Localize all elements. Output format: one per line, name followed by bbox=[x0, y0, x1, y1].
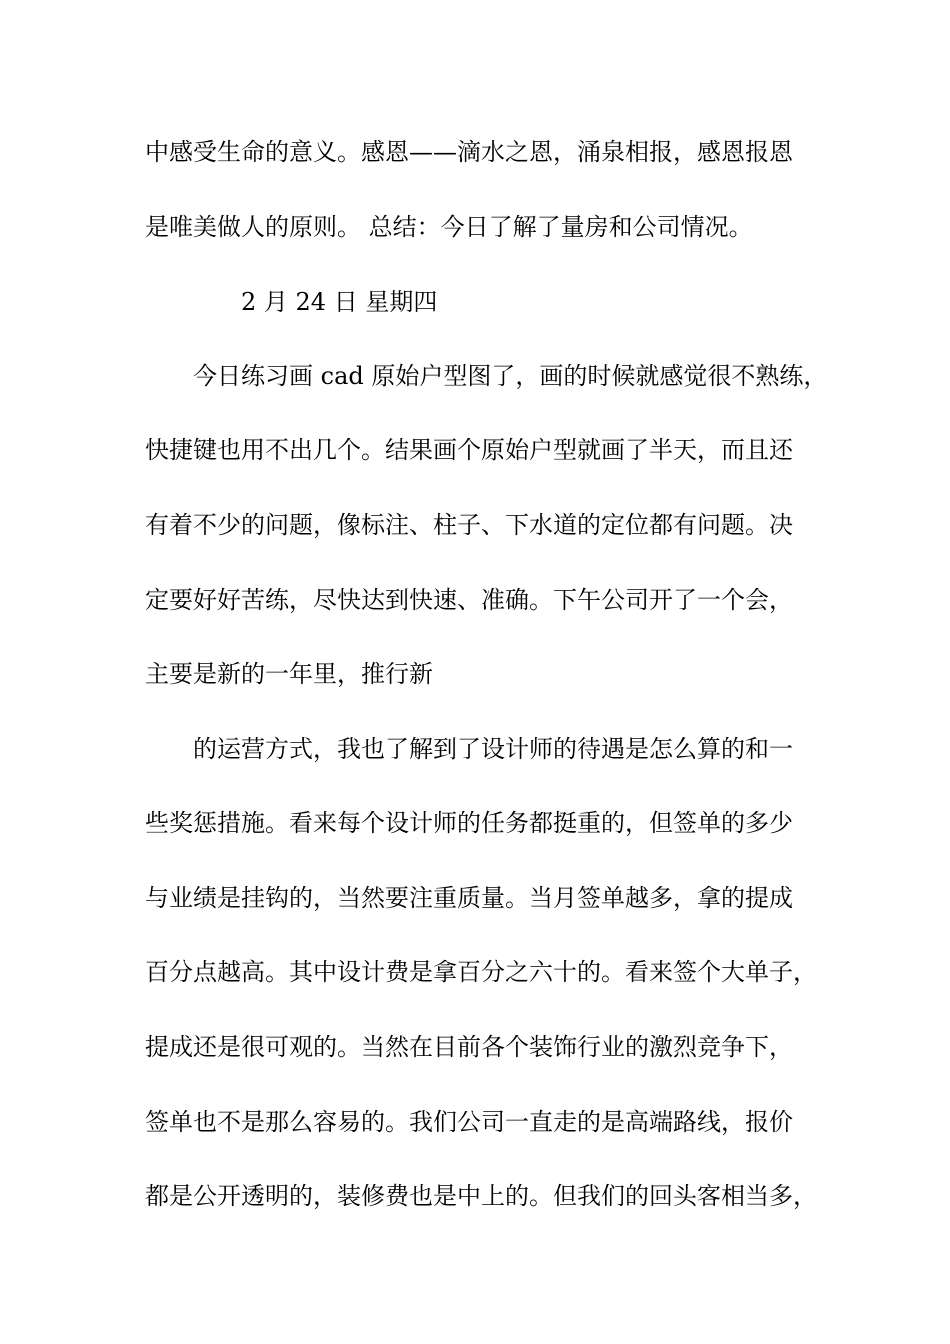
text-line: 的运营方式，我也了解到了设计师的待遇是怎么算的和一 bbox=[193, 735, 793, 763]
text-line: 些奖惩措施。看来每个设计师的任务都挺重的，但签单的多少 bbox=[145, 809, 793, 837]
text-line: 今日练习画 cad 原始户型图了，画的时候就感觉很不熟练， bbox=[193, 362, 828, 390]
text-line: 签单也不是那么容易的。我们公司一直走的是高端路线，报价 bbox=[145, 1108, 793, 1136]
text-line: 主要是新的一年里，推行新 bbox=[145, 660, 433, 688]
text-line: 都是公开透明的，装修费也是中上的。但我们的回头客相当多， bbox=[145, 1182, 817, 1210]
text-line: 快捷键也用不出几个。结果画个原始户型就画了半天，而且还 bbox=[145, 436, 793, 464]
date-heading: 2 月 24 日 星期四 bbox=[241, 288, 438, 316]
text-line: 有着不少的问题，像标注、柱子、下水道的定位都有问题。决 bbox=[145, 511, 793, 539]
text-line: 百分点越高。其中设计费是拿百分之六十的。看来签个大单子， bbox=[145, 958, 817, 986]
text-line: 提成还是很可观的。当然在目前各个装饰行业的激烈竞争下， bbox=[145, 1033, 793, 1061]
text-line: 与业绩是挂钩的，当然要注重质量。当月签单越多，拿的提成 bbox=[145, 884, 793, 912]
text-line: 定要好好苦练，尽快达到快速、准确。下午公司开了一个会， bbox=[145, 586, 793, 614]
text-line: 是唯美做人的原则。 总结：今日了解了量房和公司情况。 bbox=[145, 213, 753, 241]
text-line: 中感受生命的意义。感恩——滴水之恩，涌泉相报，感恩报恩 bbox=[145, 138, 793, 166]
